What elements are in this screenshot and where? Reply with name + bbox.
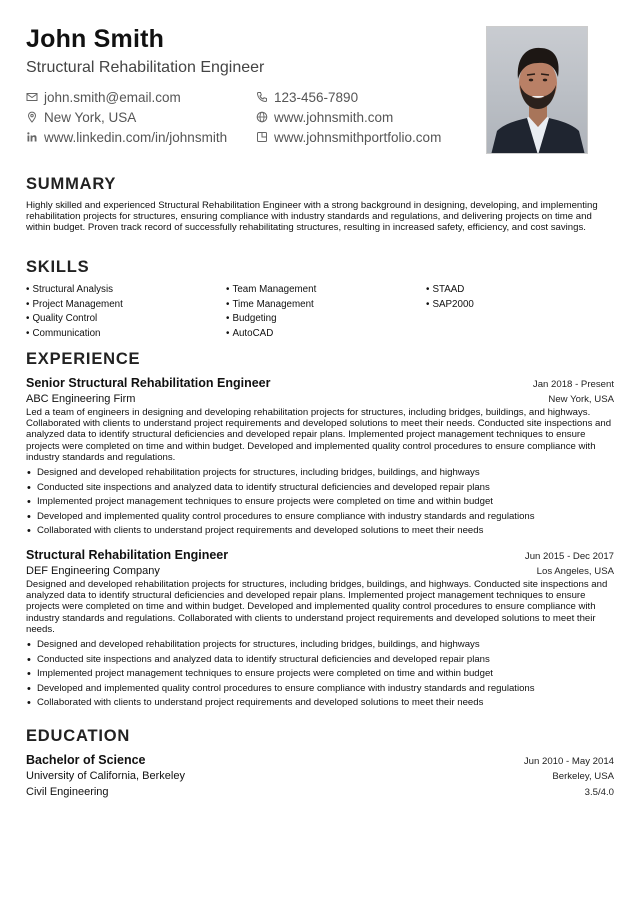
skills-column-1 <box>26 283 226 341</box>
contact-linkedin[interactable] <box>26 128 256 146</box>
skill-item: • Team Management <box>226 283 426 298</box>
job-dates: Jun 2015 - Dec 2017 <box>524 550 614 562</box>
job-location: New York, USA <box>548 394 614 405</box>
job-bullets <box>26 638 614 711</box>
contact-email[interactable] <box>26 88 256 106</box>
education-location: Berkeley, USA <box>552 771 614 782</box>
job-bullet: • Conducted site inspections and analyzed data to identify structural deficiencies and developed repair plans <box>26 481 614 496</box>
summary-heading: SUMMARY <box>26 175 117 193</box>
job-bullet: • Developed and implemented quality control procedures to ensure compliance with industry standards and regulations <box>26 682 614 697</box>
job-dates: Jan 2018 - Present <box>532 379 614 390</box>
job-bullet: • Implemented project management techniques to ensure projects were completed on time and within budget <box>26 667 614 682</box>
resume-header <box>26 22 614 162</box>
education-field-row <box>26 784 614 800</box>
skill-item: • Structural Analysis <box>26 283 226 298</box>
education-degree-row <box>26 752 614 768</box>
contact-website-text: www.johnsmith.com <box>274 109 394 125</box>
skill-item: • Project Management <box>26 298 226 313</box>
skills-column-3 <box>426 283 614 341</box>
contact-email-text: john.smith@email.com <box>44 89 181 105</box>
job-company: ABC Engineering Firm <box>26 393 136 405</box>
job-bullet: • Conducted site inspections and analyzed data to identify structural deficiencies and developed repair plans <box>26 653 614 668</box>
skill-item: • Communication <box>26 327 226 342</box>
candidate-title: Structural Rehabilitation Engineer <box>26 59 265 76</box>
job-bullet: • Implemented project management techniques to ensure projects were completed on time and within budget <box>26 495 614 510</box>
job-location: Los Angeles, USA <box>536 565 614 577</box>
education-gpa: 3.5/4.0 <box>584 787 614 798</box>
contact-portfolio[interactable] <box>256 128 466 146</box>
education-heading: EDUCATION <box>26 727 131 745</box>
candidate-name: John Smith <box>26 25 165 53</box>
contact-location-text: New York, USA <box>44 109 137 125</box>
contact-linkedin-text: www.linkedin.com/in/johnsmith <box>44 129 228 145</box>
contact-list <box>26 88 466 146</box>
job-company: DEF Engineering Company <box>26 564 160 577</box>
summary-section <box>26 174 614 234</box>
education-section <box>26 726 614 800</box>
job-title: Senior Structural Rehabilitation Engineer <box>26 376 271 390</box>
location-icon <box>26 111 38 123</box>
skills-section <box>26 257 614 341</box>
skill-item: • AutoCAD <box>226 327 426 342</box>
globe-icon <box>256 111 268 123</box>
contact-location <box>26 108 256 126</box>
skill-item: • STAAD <box>426 283 614 298</box>
portfolio-icon <box>256 131 268 143</box>
email-icon <box>26 91 38 103</box>
job-bullets <box>26 466 614 539</box>
phone-icon <box>256 91 268 103</box>
resume-page <box>26 22 614 798</box>
summary-text: Highly skilled and experienced Structural Rehabilitation Engineer with a strong background in designing, developing, and implementing rehabilitation projects for structures, ensuring compliance with industry standards and regulations, and delivering projects on time and within budget. Proven track record of successfully rehabilitating structures, resulting in increased safety, efficiency, and cost savings. <box>26 200 598 234</box>
job-title: Structural Rehabilitation Engineer <box>26 547 229 562</box>
job-description: Designed and developed rehabilitation projects for structures, including bridges, buildings, and highways. Conducted site inspections and analyzed data to identify structural deficiencies and developed repair plans. Implemented project management techniques to ensure projects were completed on time and within budget. Developed and implemented quality control procedures to ensure compliance with industry standards and regulations. Collaborated with clients to understand project requirements and developed solutions to meet their needs. <box>26 578 608 635</box>
skills-column-2 <box>226 283 426 341</box>
skills-heading: SKILLS <box>26 258 90 276</box>
education-school-row <box>26 768 614 784</box>
job-bullet: • Designed and developed rehabilitation projects for structures, including bridges, buildings, and highways <box>26 638 614 653</box>
job-bullet: • Developed and implemented quality control procedures to ensure compliance with industry standards and regulations <box>26 510 614 525</box>
education-degree: Bachelor of Science <box>26 753 146 767</box>
skill-item: • Budgeting <box>226 312 426 327</box>
experience-section <box>26 349 614 711</box>
linkedin-icon <box>26 131 38 143</box>
contact-portfolio-text: www.johnsmithportfolio.com <box>274 129 442 145</box>
job-bullet: • Designed and developed rehabilitation projects for structures, including bridges, buildings, and highways <box>26 466 614 481</box>
skill-item: • Time Management <box>226 298 426 313</box>
job-entry <box>26 547 614 711</box>
skills-grid <box>26 283 614 341</box>
education-field: Civil Engineering <box>26 786 109 798</box>
skill-item: • SAP2000 <box>426 298 614 313</box>
contact-phone[interactable] <box>256 88 466 106</box>
job-bullet: • Collaborated with clients to understand project requirements and developed solutions to meet their needs <box>26 524 614 539</box>
education-dates: Jun 2010 - May 2014 <box>523 756 614 767</box>
experience-heading: EXPERIENCE <box>26 350 141 368</box>
contact-phone-text: 123-456-7890 <box>274 89 359 105</box>
job-description: Led a team of engineers in designing and developing rehabilitation projects for structures, including bridges, buildings, and highways. Collaborated with clients to understand project requirements and developed solutions to meet their needs. Conducted site inspections and analyzed data to identify structural deficiencies and developed repair plans. Implemented project management techniques to ensure projects were completed on time and within budget. Developed and implemented quality control procedures to ensure compliance with industry standards and regulations. <box>26 407 612 463</box>
skill-item: • Quality Control <box>26 312 226 327</box>
profile-photo <box>486 26 588 154</box>
job-bullet: • Collaborated with clients to understand project requirements and developed solutions to meet their needs <box>26 696 614 711</box>
contact-website[interactable] <box>256 108 466 126</box>
education-school: University of California, Berkeley <box>26 770 185 782</box>
job-entry <box>26 375 614 539</box>
